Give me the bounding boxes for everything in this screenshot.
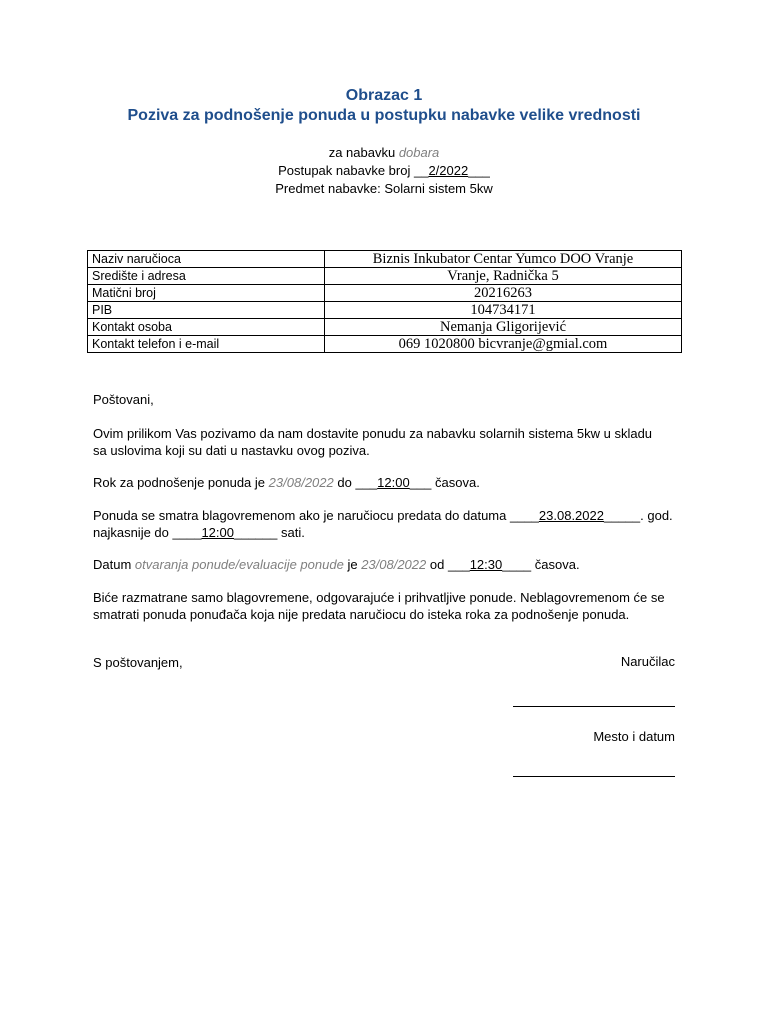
deadline-suffix: časova. [435, 475, 480, 490]
timely-date: 23.08.2022 [538, 508, 604, 523]
notice-line-1: Biće razmatrane samo blagovremene, odgovarajuće i prihvatljive ponude. Neblagovremenom će se [93, 590, 665, 605]
info-table-label: Središte i adresa [88, 268, 325, 285]
info-table-value: 104734171 [325, 302, 682, 319]
procurement-type-value: dobara [398, 145, 440, 160]
timely-blank-post: _____ [603, 508, 641, 523]
opening-blank-pre: ___ [447, 557, 470, 572]
invitation-line-1: Ovim prilikom Vas pozivamo da nam dostavite ponudu za nabavku solarnih sistema 5kw u skladu [93, 426, 653, 441]
procedure-number-blank-post: ___ [468, 163, 490, 178]
place-date-line [513, 776, 675, 777]
deadline-time: 12:00 [377, 475, 410, 490]
client-signature-line [513, 706, 675, 707]
opening-od: od [429, 557, 445, 572]
opening-je: je [347, 557, 358, 572]
timely-line-2 [93, 524, 683, 541]
info-table-row [88, 336, 682, 353]
opening-date-value: 23/08/2022 [361, 557, 427, 572]
info-table-label: Naziv naručioca [88, 251, 325, 268]
timely-year-suffix: . god. [640, 508, 673, 523]
info-table-label: Kontakt telefon i e-mail [88, 336, 325, 353]
invitation-paragraph [93, 425, 683, 459]
opening-activity: otvaranja ponude/evaluacije ponude [134, 557, 344, 572]
opening-time: 12:30 [469, 557, 503, 572]
notice-line-2: smatrati ponuda ponuđača koja nije predata naručiocu do isteka roka za podnošenje ponuda. [93, 607, 630, 622]
procurement-subject: Predmet nabavke: Solarni sistem 5kw [275, 181, 493, 196]
invitation-line-2: sa uslovima koji su dati u nastavku ovog poziva. [93, 443, 370, 458]
deadline-do: do [337, 475, 352, 490]
deadline-blank-pre: ___ [355, 475, 378, 490]
timely-line-1 [93, 507, 683, 524]
opening-date [93, 556, 683, 573]
procedure-number-blank-pre: __ [413, 163, 429, 178]
procedure-number-line [0, 163, 768, 178]
timely-time-blank-pre: ____ [172, 525, 202, 540]
opening-blank-post: ____ [502, 557, 532, 572]
procedure-number-label: Postupak nabavke broj [278, 163, 411, 178]
greeting: Poštovani, [93, 392, 154, 407]
timely-time-blank-post: ______ [233, 525, 278, 540]
info-table-value: 20216263 [325, 285, 682, 302]
deadline-date: 23/08/2022 [268, 475, 334, 490]
deadline-prefix: Rok za podnošenje ponuda [93, 475, 252, 490]
deadline-blank-post: ___ [409, 475, 432, 490]
info-table-row [88, 251, 682, 268]
info-table-value: 069 1020800 bicvranje@gmial.com [325, 336, 682, 353]
timely-time: 12:00 [201, 525, 234, 540]
timely-submission [93, 507, 683, 541]
info-table-label: PIB [88, 302, 325, 319]
client-signature-label: Naručilac [620, 654, 675, 669]
procurement-type-line [0, 145, 768, 160]
info-table-value: Vranje, Radnička 5 [325, 268, 682, 285]
opening-suffix: časova. [534, 557, 580, 572]
form-subtitle: Poziva za podnošenje ponuda u postupku nabavke velike vrednosti [127, 107, 641, 124]
closing-salutation: S poštovanjem, [93, 655, 183, 670]
info-table-row [88, 268, 682, 285]
info-table-label: Matični broj [88, 285, 325, 302]
procedure-number-value: 2/2022 [428, 163, 469, 178]
timely-latest-label: najkasnije do [93, 525, 169, 540]
info-table-label: Kontakt osoba [88, 319, 325, 336]
opening-prefix: Datum [93, 557, 132, 572]
form-title: Obrazac 1 [345, 87, 423, 104]
deadline-je: je [254, 475, 266, 490]
contracting-authority-table [87, 250, 682, 353]
timely-blank-pre: ____ [509, 508, 539, 523]
place-date-label: Mesto i datum [593, 729, 675, 744]
info-table-row [88, 285, 682, 302]
info-table-row [88, 302, 682, 319]
notice-paragraph [93, 589, 683, 623]
timely-hours-suffix: sati. [281, 525, 305, 540]
info-table-value: Biznis Inkubator Centar Yumco DOO Vranje [325, 251, 682, 268]
info-table-value: Nemanja Gligorijević [325, 319, 682, 336]
timely-prefix: Ponuda se smatra blagovremenom ako je naručiocu predata do datuma [93, 508, 507, 523]
info-table-row [88, 319, 682, 336]
submission-deadline [93, 474, 683, 491]
procurement-type-label: za nabavku [328, 145, 396, 160]
